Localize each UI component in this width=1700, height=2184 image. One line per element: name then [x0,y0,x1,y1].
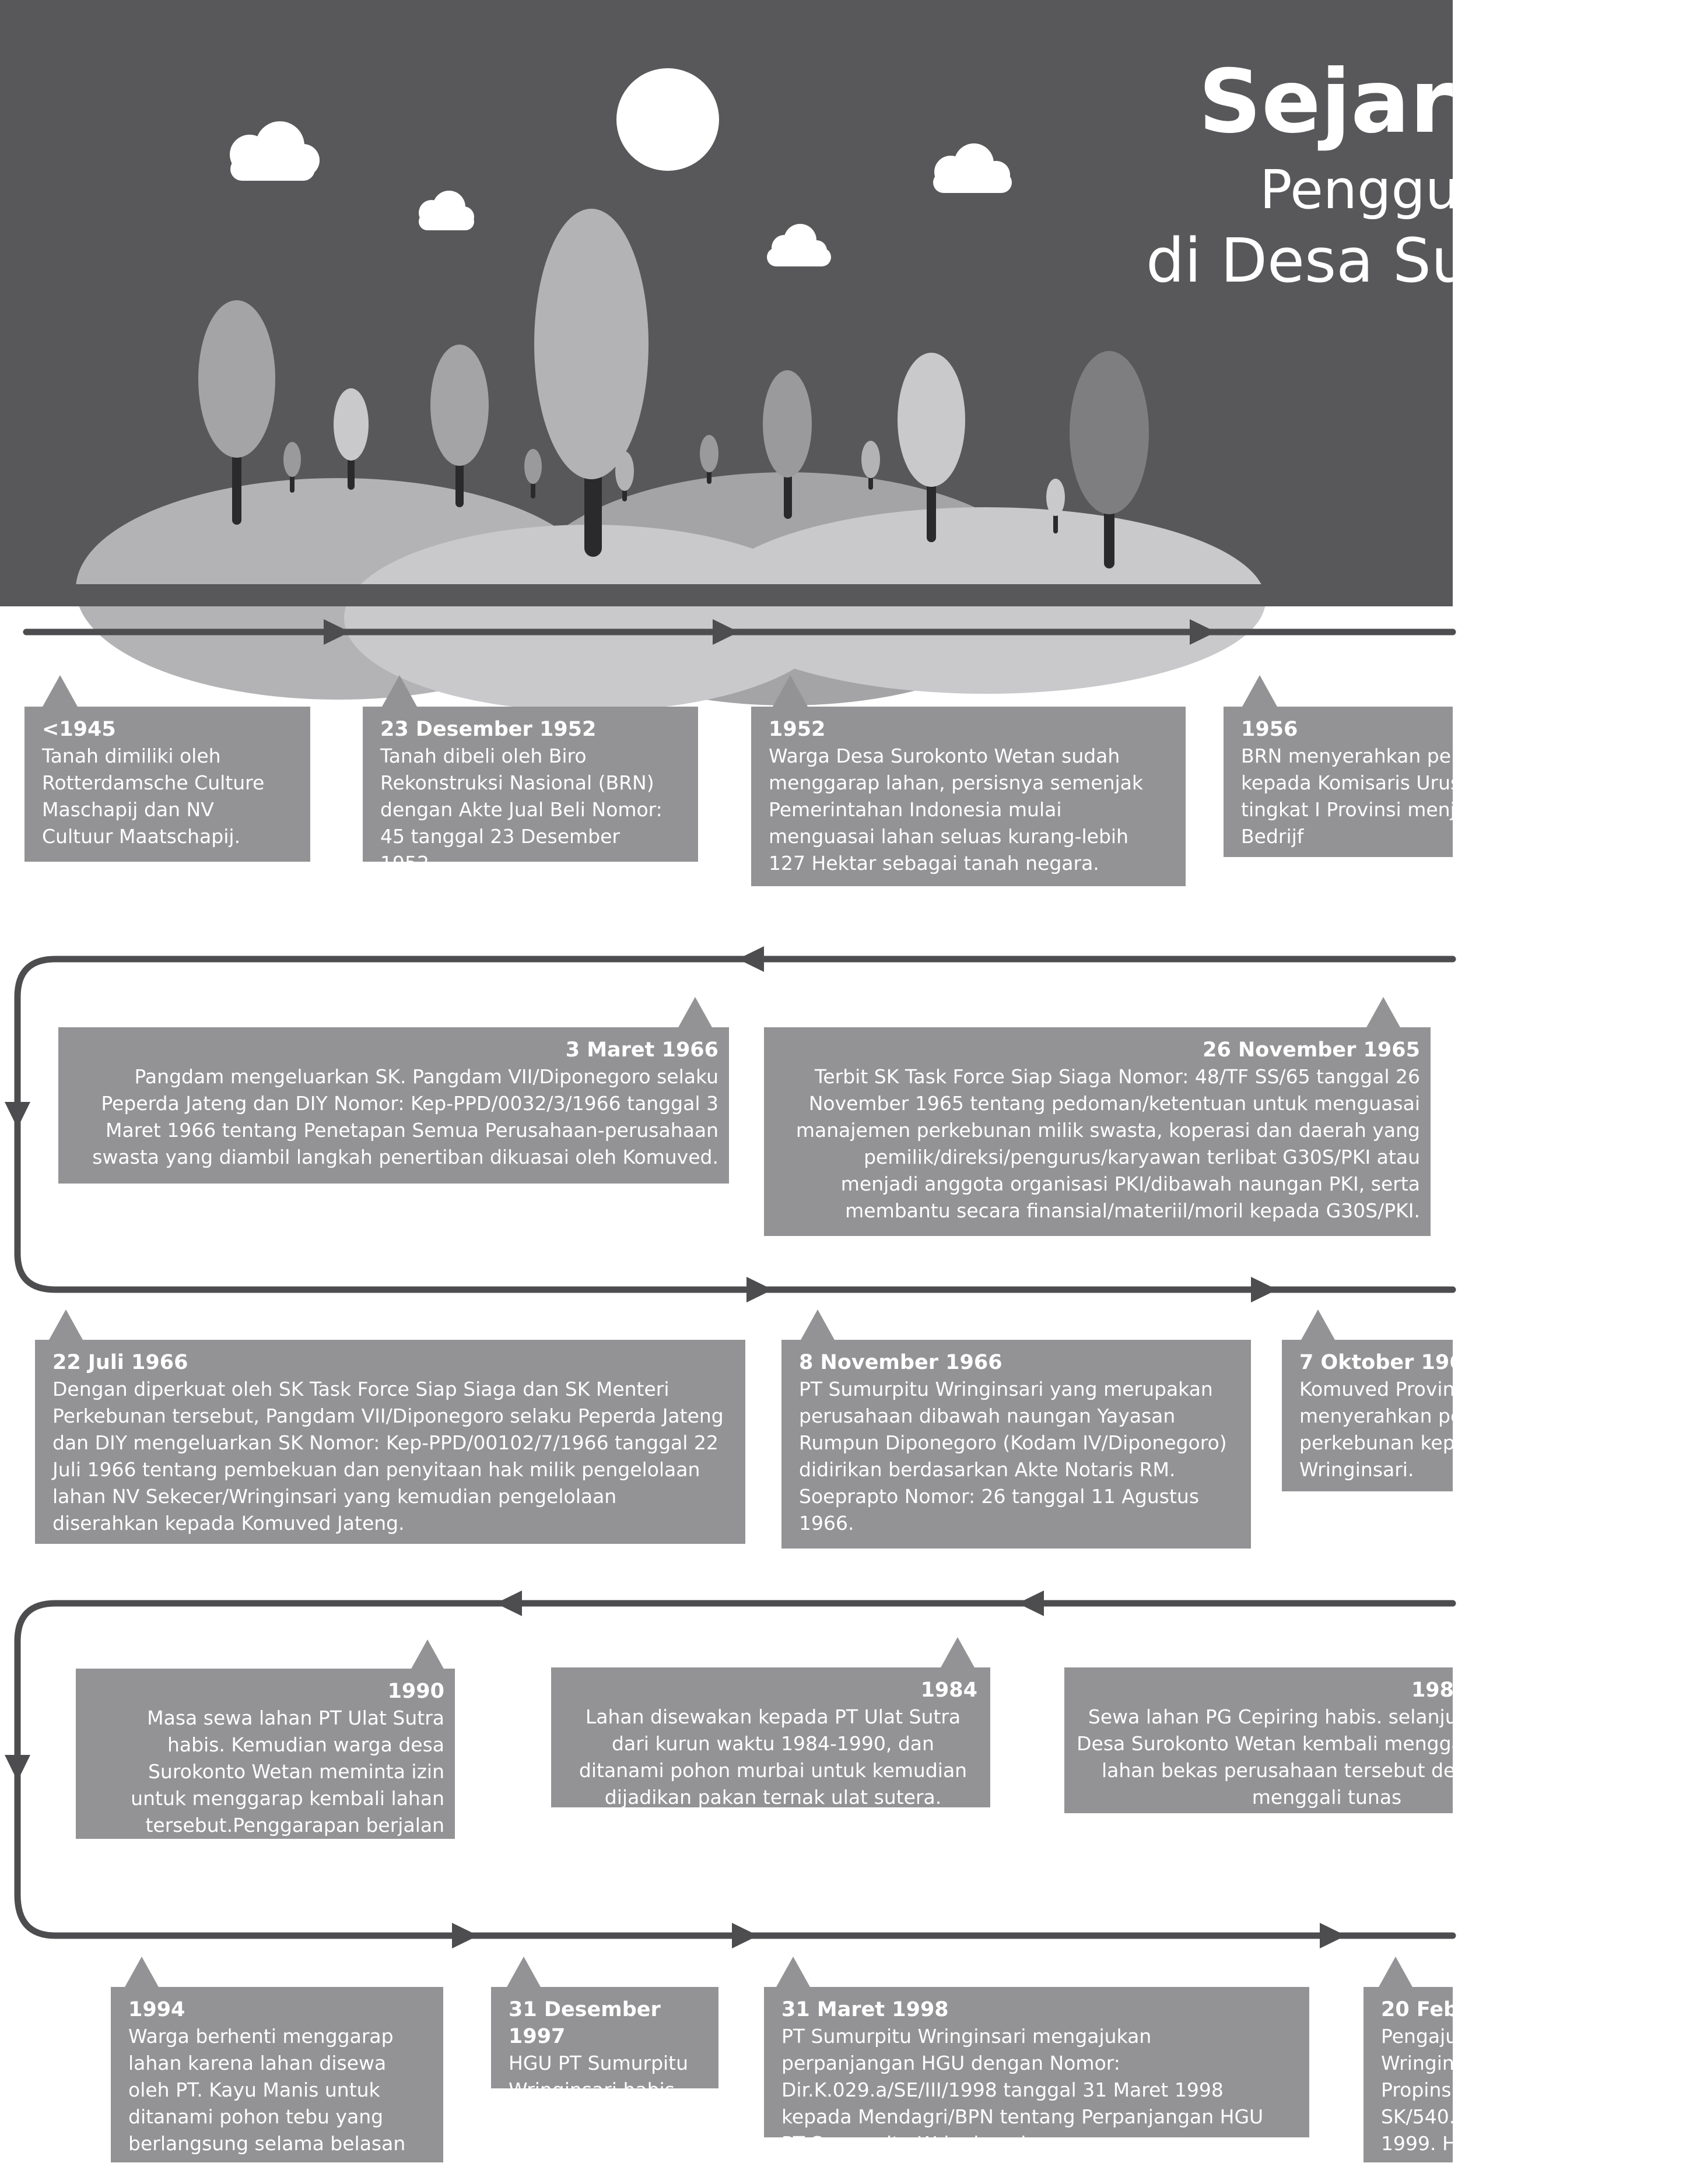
arrow-right-icon [746,1277,773,1302]
event-pointer [1366,997,1401,1028]
event-date: <1945 [42,718,116,741]
event-card [1224,707,1561,857]
event-date: 1956 [1241,718,1298,741]
arrow-left-icon [496,1590,522,1616]
event-card [551,1667,990,1807]
event-date: 23 Desember 1952 [380,718,597,741]
event-description: Sewa lahan PG Cepiring habis. selanjutnya warga Desa Surokonto Wetan kembali menggarap kembali lahan bekas perusahaan tersebut dengan cara menggali tunas [1077,1705,1577,1809]
arrow-right-icon [1320,1923,1346,1948]
event-description: Pangdam mengeluarkan SK. Pangdam VII/Diponegoro selaku Peperda Jateng dan DIY Nomor: Kep-PPD/0032/3/1966 tanggal 3 Maret 1966 tentang Penetapan Semua Perusahaan-perusahaan swasta yang diambil langkah penertiban dikuasai oleh Komuved. [92,1065,718,1168]
event-pointer [1301,1309,1336,1341]
cloud-icon [230,121,320,181]
event-card [24,707,310,862]
event-card [751,707,1186,886]
event-date: 1990 [387,1680,444,1703]
event-description: PT Sumurpitu Wringinsari mengajukan perpanjangan HGU dengan Nomor: Dir.K.029.a/SE/III/1998 tanggal 31 Maret 1998 kepada Mendagri/BPN tentang Perpanjangan HGU PT Sumurpitu Wringinsari. [781,2025,1264,2155]
event-date: 3 Maret 1966 [565,1038,718,1062]
event-pointer [43,675,78,707]
event-description: Tanah dimiliki oleh Rotterdamsche Culture Maschapij dan NV Cultuur Maatschapij. [42,745,265,848]
page-subtitle-line-2: di Desa Surokonto [1146,225,1700,296]
event-description: Masa sewa lahan PT Ulat Sutra habis. Kemudian warga desa Surokonto Wetan meminta izin untuk menggarap kembali lahan tersebut.Penggarapan berjalan sekitar 4 tahun. [131,1707,444,1863]
event-card [76,1669,455,1863]
event-date: 20 Febr [1381,1998,1468,2021]
arrow-left-icon [1018,1590,1044,1616]
event-date: 8 November 1966 [799,1351,1003,1374]
event-pointer [48,1309,83,1341]
ground-strip [0,584,1453,606]
tree-icon [615,451,634,501]
event-card [1282,1340,1557,1491]
event-card [111,1987,443,2182]
event-pointer [940,1637,975,1669]
cloud-icon [767,224,831,266]
event-description: Tanah dibeli oleh Biro Rekonstruksi Nasional (BRN) dengan Akte Jual Beli Nomor: 45 tanggal 23 Desember 1952. [380,745,663,875]
event-date: 7 Oktober 1966 [1299,1351,1478,1374]
event-date: 1994 [128,1998,185,2021]
event-card [58,1027,729,1184]
arrow-right-icon [1251,1277,1277,1302]
arrow-right-icon [324,619,350,645]
event-pointer [678,997,713,1028]
arrow-right-icon [1190,619,1216,645]
event-date: 1984 [920,1679,977,1702]
cloud-icon [933,143,1012,193]
event-pointer [800,1309,835,1341]
arrow-left-icon [738,946,764,972]
event-description: Terbit SK Task Force Siap Siaga Nomor: 48/TF SS/65 tanggal 26 November 1965 tentang pedoman/ketentuan untuk menguasai manajemen perkebunan milik swasta, koperasi dan daerah yang pemilik/direksi/pengurus/karyawan terlibat G30S/PKI atau menjadi anggota organisasi PKI/dibawah naungan PKI, serta membantu secara finansial/materiil/moril kepada G30S/PKI. [795,1065,1420,1222]
tree-icon [430,345,489,507]
event-pointer [410,1639,445,1671]
event-card [764,1027,1431,1236]
event-description: Lahan disewakan kepada PT Ulat Sutra dari kurun waktu 1984-1990, dan ditanami pohon murbai untuk kemudian dijadikan pakan ternak ulat sutera. [579,1705,968,1809]
event-description: Komuved Provinsi menyerahkan pengelolaan perkebunan kepada PT Wringinsari. [1299,1378,1557,1481]
event-pointer [382,675,417,707]
cloud-icon [419,191,474,230]
page-title: Sejarah [1198,51,1575,153]
event-pointer [1242,675,1277,707]
event-pointer [124,1957,159,1988]
event-date: 22 Juli 1966 [52,1351,188,1374]
page-subtitle-line-1: Penggunaan [1260,159,1593,221]
event-pointer [776,1957,811,1988]
event-card [363,707,698,875]
arrow-right-icon [732,1923,758,1948]
tree-icon [334,388,369,490]
tree-icon [700,435,718,484]
arrow-right-icon [713,619,739,645]
event-description: Warga berhenti menggarap lahan karena lahan disewa oleh PT. Kayu Manis untuk ditanami pohon tebu yang berlangsung selama belasan tahun. [128,2025,406,2182]
event-pointer [506,1957,541,1988]
event-card [1363,1987,1489,2162]
event-date: 31 Desember 1997 [509,1998,661,2048]
event-description: Warga Desa Surokonto Wetan sudah menggarap lahan, persisnya semenjak Pemerintahan Indonesia mulai menguasai lahan seluas kurang-lebih 127 Hektar sebagai tanah negara. [769,745,1144,875]
arrow-down-icon [5,1102,30,1128]
event-description: PT Sumurpitu Wringinsari yang merupakan perusahaan dibawah naungan Yayasan Rumpun Diponegoro (Kodam IV/Diponegoro) didirikan berdasarkan Akte Notaris RM. Soeprapto Nomor: 26 tanggal 11 Agustus 1966. [799,1378,1227,1535]
event-date: 1952 [769,718,826,741]
arrow-right-icon [452,1923,478,1948]
event-pointer [773,675,808,707]
event-date: 31 Maret 1998 [781,1998,949,2021]
event-date: 198 [1411,1679,1454,1702]
event-card [491,1987,718,2101]
event-card [1064,1667,1577,1813]
arrow-down-icon [5,1755,30,1781]
event-card [781,1340,1251,1549]
event-description: Dengan diperkuat oleh SK Task Force Siap Siaga dan SK Menteri Perkebunan tersebut, Pangdam VII/Diponegoro selaku Peperda Jateng dan DIY mengeluarkan SK Nomor: Kep-PPD/00102/7/1966 tanggal 22 Juli 1966 tentang pembekuan dan penyitaan hak milik pengelolaan lahan NV Sekecer/Wringinsari yang kemudian pengelolaan diserahkan kepada Komuved Jateng. [52,1378,724,1535]
tree-icon [524,449,542,498]
event-card [764,1987,1309,2155]
header-banner [0,0,1700,606]
event-description: Pengajuan Wringinsari Propinsi SK/540. 1999. H [1381,2025,1489,2155]
event-pointer [1378,1957,1413,1988]
event-card [35,1340,745,1544]
event-description: BRN menyerahkan pengelolaan kepada Komisaris Urusan Daerah tingkat I Provinsi menjadi “Credit Bedrijf [1241,745,1561,848]
event-description: HGU PT Sumurpitu Wringinsari habis. [509,2052,689,2101]
event-date: 26 November 1965 [1203,1038,1420,1062]
sun-icon [616,68,719,171]
